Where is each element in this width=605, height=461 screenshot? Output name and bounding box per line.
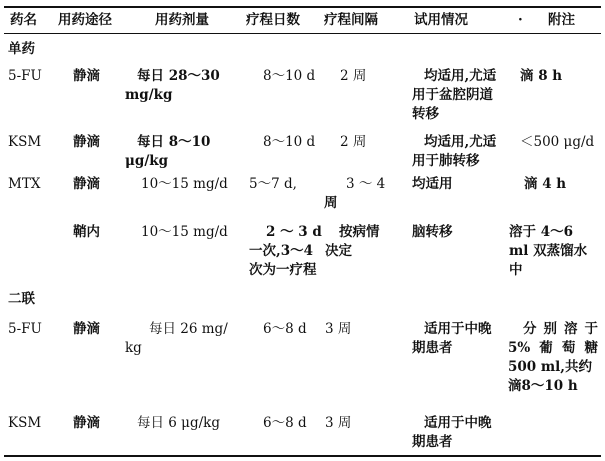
row4-drug: 5-FU: [8, 321, 42, 337]
row1-route: 静滴: [73, 134, 100, 150]
row5-interval: 3 周: [325, 415, 352, 431]
row4-note-line3: 500 ml,共约: [508, 359, 592, 375]
section-combo: 二联: [8, 291, 35, 307]
row5-route: 静滴: [73, 415, 100, 431]
header-days: 疗程日数: [246, 12, 300, 28]
row4-interval: 3 周: [325, 321, 352, 337]
row0-drug: 5-FU: [8, 68, 42, 84]
row4-dose-line2: kg: [125, 340, 142, 356]
row3-days-line3: 次为一疗程: [249, 262, 317, 278]
section-single: 单药: [8, 41, 35, 57]
row1-days: 8～10 d: [263, 134, 316, 150]
header-note: 附注: [548, 12, 575, 28]
row2-usage: 均适用: [412, 176, 453, 192]
row5-dose: 每日 6 μg/kg: [137, 415, 220, 431]
row0-dose-line2: mg/kg: [125, 87, 173, 103]
row4-dose-line1: 每日 26 mg/: [149, 321, 228, 337]
header-drug: 药名: [10, 12, 37, 28]
row0-interval: 2 周: [340, 68, 367, 84]
row3-note-line2: ml 双蒸馏水: [509, 243, 588, 259]
row3-note-line1: 溶于 4～6: [509, 224, 573, 240]
row3-days-line1: 2 ～ 3 d: [266, 224, 322, 240]
header-route: 用药途径: [58, 12, 112, 28]
row4-note-line4: 滴8～10 h: [508, 378, 578, 394]
row4-note-line2: 5%葡萄糖: [508, 340, 598, 356]
row1-note: ＜500 μg/d: [520, 134, 595, 150]
row1-usage-line2: 用于肺转移: [412, 153, 480, 169]
row2-interval-line1: 3 ～ 4: [346, 176, 386, 192]
row3-note-line3: 中: [509, 262, 523, 278]
row0-days: 8～10 d: [263, 68, 316, 84]
row2-route: 静滴: [73, 176, 100, 192]
table-header-rule: [4, 33, 601, 34]
row2-drug: MTX: [8, 176, 41, 192]
row5-days: 6～8 d: [263, 415, 307, 431]
row5-drug: KSM: [8, 415, 42, 431]
row5-usage-line1: 适用于中晚: [424, 415, 492, 431]
row1-drug: KSM: [8, 134, 42, 150]
row3-usage: 脑转移: [412, 224, 453, 240]
row4-note-line1: 分别溶于: [523, 321, 598, 337]
table-bottom-rule: [4, 455, 601, 457]
row2-interval-line2: 周: [324, 195, 338, 211]
row5-usage-line2: 期患者: [412, 434, 453, 450]
header-dose: 用药剂量: [155, 12, 209, 28]
header-interval: 疗程间隔: [324, 12, 378, 28]
row2-note: 滴 4 h: [524, 176, 567, 192]
row1-dose-line1: 每日 8～10: [137, 134, 211, 150]
row4-route: 静滴: [73, 321, 100, 337]
row0-dose-line1: 每日 28～30: [137, 68, 220, 84]
row3-interval-line1: 按病情: [339, 224, 380, 240]
header-dot: ·: [518, 12, 523, 28]
row0-route: 静滴: [73, 68, 100, 84]
row3-dose: 10～15 mg/d: [141, 224, 228, 240]
row0-usage-line1: 均适用,尤适: [424, 68, 497, 84]
row0-note: 滴 8 h: [520, 68, 563, 84]
row1-usage-line1: 均适用,尤适: [424, 134, 497, 150]
row4-usage-line1: 适用于中晚: [424, 321, 492, 337]
row2-days: 5～7 d,: [249, 176, 297, 192]
row3-days-line2: 一次,3～4: [249, 243, 313, 259]
row2-dose: 10～15 mg/d: [141, 176, 228, 192]
row4-days: 6～8 d: [263, 321, 307, 337]
row1-dose-line2: μg/kg: [125, 153, 169, 169]
table-top-rule: [4, 6, 601, 8]
row3-route: 鞘内: [73, 224, 100, 240]
row1-interval: 2 周: [340, 134, 367, 150]
header-usage: 试用情况: [414, 12, 468, 28]
row4-usage-line2: 期患者: [412, 340, 453, 356]
row0-usage-line3: 转移: [412, 106, 439, 122]
row3-interval-line2: 决定: [325, 243, 352, 259]
row0-usage-line2: 用于盆腔阴道: [412, 87, 493, 103]
